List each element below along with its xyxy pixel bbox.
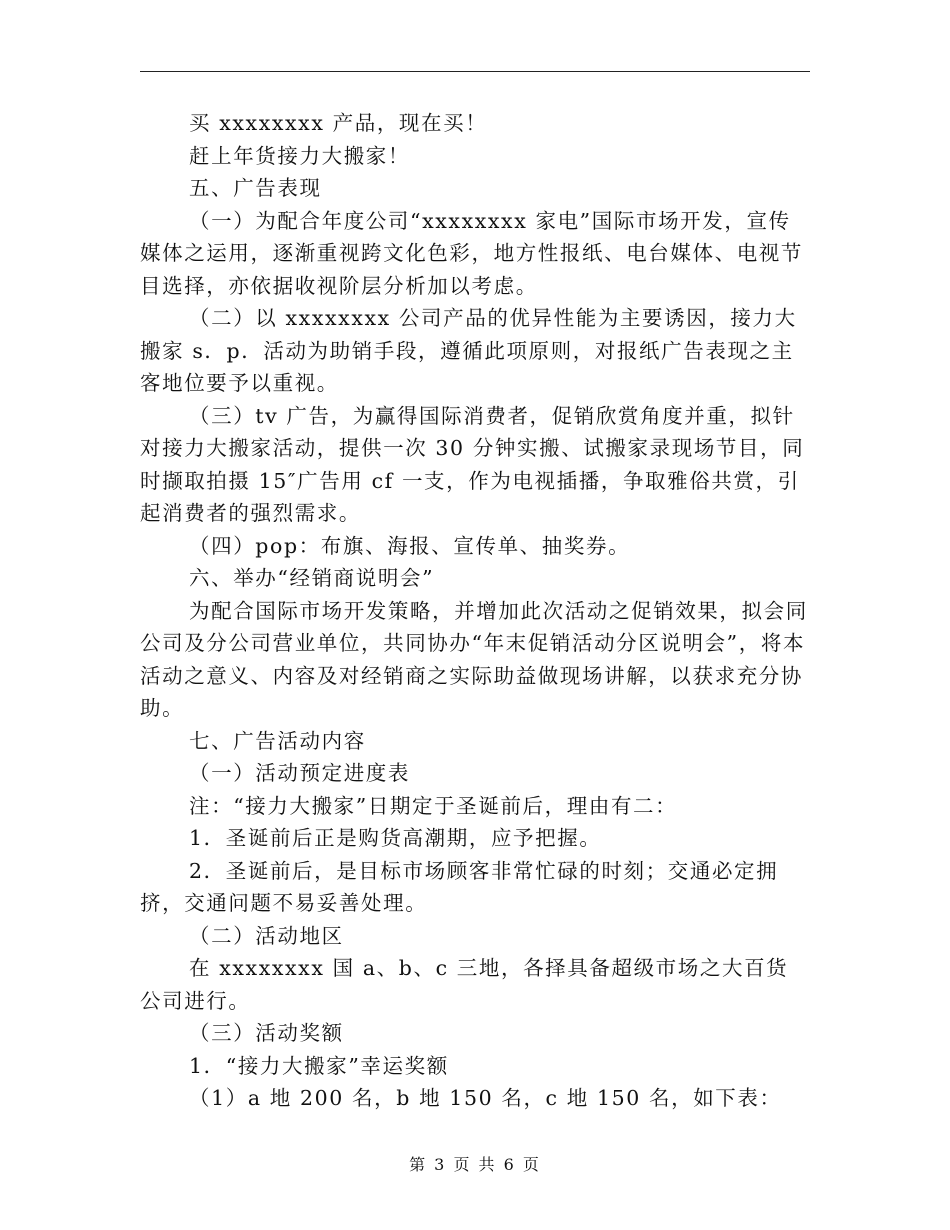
body-paragraph: （二）以 xxxxxxxx 公司产品的优异性能为主要诱因，接力大搬家 s．p．活动为助销手段，遵循此项原则，对报纸广告表现之主客地位要予以重视。 xyxy=(140,306,797,395)
body-paragraph: 买 xxxxxxxx 产品，现在买！ xyxy=(189,111,488,135)
header-rule xyxy=(140,71,810,72)
list-item: 2．圣诞前后，是目标市场顾客非常忙碌的时刻；交通必定拥挤，交通问题不易妥善处理。 xyxy=(140,858,779,915)
body-paragraph: （四）pop：布旗、海报、宣传单、抽奖券。 xyxy=(189,533,631,558)
subsection-heading: （三）活动奖额 xyxy=(189,1021,344,1045)
page-footer: 第 3 页 共 6 页 xyxy=(409,1155,541,1174)
list-item: 1．“接力大搬家”幸运奖额 xyxy=(189,1053,449,1078)
body-paragraph: 注：“接力大搬家”日期定于圣诞前后，理由有二： xyxy=(189,793,678,818)
list-item: （1）a 地 200 名，b 地 150 名，c 地 150 名，如下表： xyxy=(189,1086,782,1110)
section-heading: 六、举办“经销商说明会” xyxy=(189,566,435,590)
subsection-heading: （一）活动预定进度表 xyxy=(189,761,410,785)
section-heading: 七、广告活动内容 xyxy=(189,728,366,753)
section-heading: 五、广告表现 xyxy=(189,176,322,200)
body-paragraph: （三）tv 广告，为赢得国际消费者，促销欣赏角度并重，拟针对接力大搬家活动，提供一次 30 分钟实搬、试搬家录现场节目，同时撷取拍摄 15″广告用 cf 一支，作为电视插播，争取雅俗共赏，引起消费者的强烈需求。 xyxy=(140,403,805,525)
body-paragraph: 为配合国际市场开发策略，并增加此次活动之促销效果，拟会同公司及分公司营业单位，共同协办“年末促销活动分区说明会”，将本活动之意义、内容及对经销商之实际助益做现场讲解，以获求充分协助。 xyxy=(140,598,808,720)
body-paragraph: （一）为配合年度公司“xxxxxxxx 家电”国际市场开发，宣传媒体之运用，逐渐重视跨文化色彩，地方性报纸、电台媒体、电视节目选择，亦依据收视阶层分析加以考虑。 xyxy=(140,208,803,298)
document-body xyxy=(140,107,810,1115)
subsection-heading: （二）活动地区 xyxy=(189,923,344,948)
body-paragraph: 在 xxxxxxxx 国 a、b、c 三地，各择具备超级市场之大百货公司进行。 xyxy=(140,956,789,1013)
list-item: 1．圣诞前后正是购货高潮期，应予把握。 xyxy=(189,826,602,850)
body-paragraph: 赶上年货接力大搬家！ xyxy=(189,143,410,168)
